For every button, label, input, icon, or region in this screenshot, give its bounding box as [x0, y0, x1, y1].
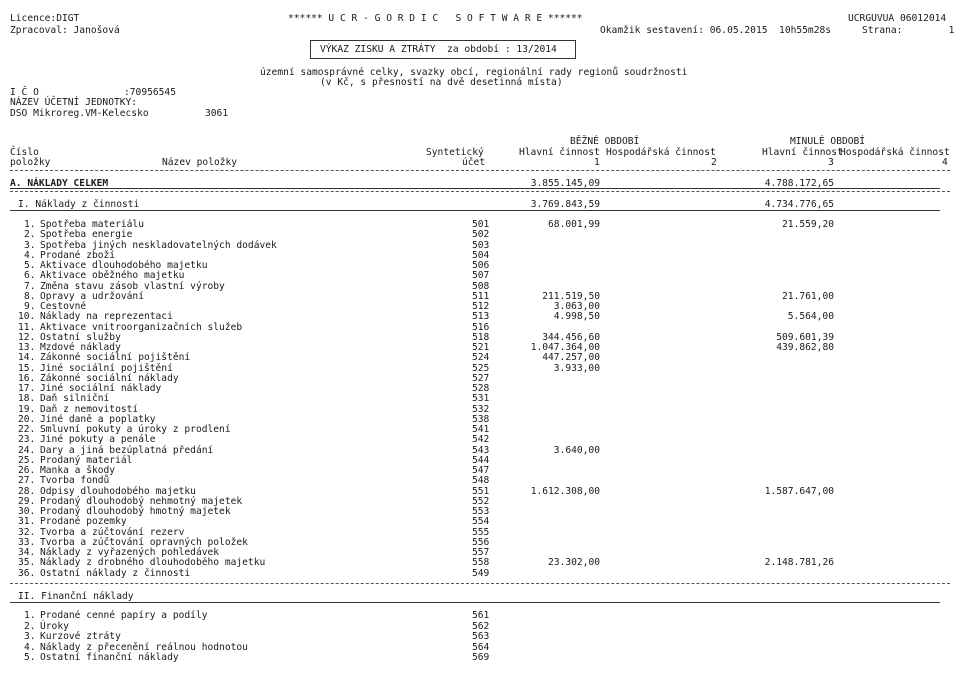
row-account: 547: [472, 465, 490, 476]
row-number: 10.: [18, 311, 36, 323]
row-number: 28.: [18, 485, 36, 497]
row-name: Manka a škody: [40, 465, 116, 476]
row-number: 17.: [18, 383, 36, 394]
col-index-1: 1: [594, 157, 600, 168]
row-account: 549: [472, 567, 490, 579]
entity-name: DSO Mikroreg.VM-Kelecsko: [10, 108, 149, 119]
row-number: 36.: [18, 567, 36, 579]
row-number: 29.: [18, 495, 36, 507]
row-account: 507: [472, 270, 490, 282]
col-econ-current: Hospodářská činnost: [606, 147, 716, 158]
header-divider: [10, 170, 950, 171]
row-name: Daň silniční: [40, 393, 110, 405]
col-number-2: položky: [10, 157, 51, 168]
row-name: Tvorba fondů: [40, 475, 110, 487]
row-name: Náklady z přecenění reálnou hodnotou: [40, 641, 248, 653]
row-name: Dary a jiná bezúplatná předání: [40, 444, 214, 456]
row-number: 1.: [24, 219, 36, 230]
row-name: Úroky: [40, 620, 69, 632]
row-account: 508: [472, 280, 490, 292]
row-name: Jiné daně a poplatky: [40, 413, 156, 425]
report-title: VÝKAZ ZISKU A ZTRÁTY za období : 13/2014: [320, 44, 557, 55]
section-a-underline: [10, 188, 940, 189]
row-name: Náklady z vyřazených pohledávek: [40, 547, 220, 558]
section-a-previous: 4.788.172,65: [764, 178, 834, 189]
row-previous-main: 5.564,00: [787, 311, 834, 323]
row-name: Spotřeba materiálu: [40, 219, 144, 230]
row-current-main: 211.519,50: [542, 290, 600, 302]
row-name: Ostatní finanční náklady: [40, 652, 179, 663]
row-number: 12.: [18, 331, 36, 343]
row-name: Mzdové náklady: [40, 342, 121, 353]
processed-by: Zpracoval: Janošová: [10, 25, 120, 36]
row-name: Opravy a udržování: [40, 290, 144, 302]
row-previous-main: 439.862,80: [776, 342, 834, 353]
row-account: 555: [472, 526, 490, 538]
row-current-main: 23.302,00: [548, 557, 600, 569]
section-i-label: I. Náklady z činnosti: [18, 199, 140, 210]
col-synthetic-1: Syntetický: [426, 147, 484, 158]
row-previous-main: 509.601,39: [776, 331, 834, 343]
row-number: 5.: [24, 260, 36, 271]
row-number: 26.: [18, 465, 36, 476]
row-account: 561: [472, 610, 490, 621]
row-number: 9.: [24, 301, 36, 312]
row-account: 542: [472, 434, 490, 446]
row-account: 548: [472, 475, 490, 487]
row-name: Aktivace vnitroorganizačních služeb: [40, 321, 243, 333]
page-number: Strana: 1: [862, 25, 955, 36]
table-row: [0, 569, 960, 580]
row-name: Změna stavu zásob vlastní výroby: [40, 280, 225, 292]
row-number: 19.: [18, 403, 36, 415]
row-number: 8.: [24, 290, 36, 302]
row-account: 501: [472, 219, 490, 230]
section-ii-divider: [10, 583, 950, 584]
row-account: 528: [472, 383, 490, 394]
row-name: Aktivace dlouhodobého majetku: [40, 260, 208, 271]
row-number: 22.: [18, 424, 36, 435]
row-name: Daň z nemovitostí: [40, 403, 139, 415]
row-account: 511: [472, 290, 490, 302]
row-number: 23.: [18, 434, 36, 446]
row-number: 33.: [18, 536, 36, 548]
row-account: 513: [472, 311, 490, 323]
row-account: 538: [472, 413, 490, 425]
row-account: 551: [472, 485, 490, 497]
row-number: 4.: [24, 641, 36, 653]
col-synthetic-2: účet: [462, 157, 486, 168]
row-name: Zákonné sociální náklady: [40, 372, 179, 384]
row-number: 20.: [18, 413, 36, 425]
row-account: 512: [472, 301, 490, 312]
row-account: 506: [472, 260, 490, 271]
row-number: 27.: [18, 475, 36, 487]
row-account: 553: [472, 506, 490, 517]
row-current-main: 1.612.308,00: [530, 485, 600, 497]
row-number: 1.: [24, 610, 36, 621]
row-number: 7.: [24, 280, 36, 292]
row-name: Prodané zboží: [40, 249, 116, 261]
row-name: Prodaný materiál: [40, 454, 133, 466]
row-account: 504: [472, 249, 490, 261]
table-row: [0, 653, 960, 664]
section-a-current: 3.855.145,09: [530, 178, 600, 189]
row-account: 557: [472, 547, 490, 558]
col-current-period: BĚŽNÉ OBDOBÍ: [570, 136, 640, 147]
section-ii-label: II. Finanční náklady: [18, 591, 134, 602]
col-previous-period: MINULÉ OBDOBÍ: [790, 136, 866, 147]
row-number: 6.: [24, 270, 36, 282]
row-current-main: 3.933,00: [553, 362, 600, 374]
row-number: 34.: [18, 547, 36, 558]
row-account: 521: [472, 342, 490, 353]
row-name: Aktivace oběžného majetku: [40, 270, 185, 282]
row-account: 552: [472, 495, 490, 507]
row-previous-main: 21.559,20: [782, 219, 834, 230]
row-number: 14.: [18, 352, 36, 364]
row-name: Jiné pokuty a penále: [40, 434, 156, 446]
col-item-name: Název položky: [162, 157, 238, 168]
row-number: 15.: [18, 362, 36, 374]
row-previous-main: 2.148.781,26: [764, 557, 834, 569]
row-name: Prodané cenné papíry a podíly: [40, 610, 208, 621]
subtitle-units: (v Kč, s přesností na dvě desetinná místa): [320, 77, 563, 88]
row-account: 524: [472, 352, 490, 364]
section-i-current: 3.769.843,59: [530, 199, 600, 210]
section-a-divider: [10, 191, 950, 192]
col-main-previous: Hlavní činnost: [762, 147, 843, 158]
row-number: 24.: [18, 444, 36, 456]
section-i-previous: 4.734.776,65: [764, 199, 834, 210]
row-account: 563: [472, 631, 490, 642]
row-account: 543: [472, 444, 490, 456]
row-account: 516: [472, 321, 490, 333]
row-number: 16.: [18, 372, 36, 384]
licence: Licence:DIGT: [10, 13, 80, 24]
row-account: 503: [472, 239, 490, 251]
row-account: 527: [472, 372, 490, 384]
col-main-current: Hlavní činnost: [519, 147, 600, 158]
row-number: 11.: [18, 321, 36, 333]
row-number: 2.: [24, 229, 36, 241]
row-number: 2.: [24, 620, 36, 632]
subtitle-scope: územní samosprávné celky, svazky obcí, regionální rady regionů soudržnosti: [260, 67, 688, 78]
row-account: 502: [472, 229, 490, 241]
row-number: 32.: [18, 526, 36, 538]
row-previous-main: 21.761,00: [782, 290, 834, 302]
ico-label: I Č O: [10, 87, 39, 98]
generated-at: Okamžik sestavení: 06.05.2015 10h55m28s: [600, 25, 832, 36]
row-name: Ostatní náklady z činnosti: [40, 567, 191, 579]
row-number: 25.: [18, 454, 36, 466]
row-current-main: 4.998,50: [553, 311, 600, 323]
row-account: 531: [472, 393, 490, 405]
row-name: Prodané pozemky: [40, 516, 127, 528]
entity-code: 3061: [205, 108, 229, 119]
row-name: Zákonné sociální pojištění: [40, 352, 191, 364]
software-banner: ****** U C R - G O R D I C S O F T W A R E ******: [288, 13, 583, 24]
row-account: 569: [472, 652, 490, 663]
row-name: Kurzové ztráty: [40, 631, 121, 642]
row-number: 4.: [24, 249, 36, 261]
ico-value: :70956545: [124, 87, 176, 98]
row-name: Jiné sociální pojištění: [40, 362, 173, 374]
row-current-main: 447.257,00: [542, 352, 600, 364]
row-name: Prodaný dlouhodobý hmotný majetek: [40, 506, 231, 517]
row-account: 518: [472, 331, 490, 343]
row-account: 541: [472, 424, 490, 435]
row-current-main: 68.001,99: [548, 219, 600, 230]
row-name: Jiné sociální náklady: [40, 383, 162, 394]
row-previous-main: 1.587.647,00: [764, 485, 834, 497]
section-i-divider: [10, 210, 940, 211]
row-number: 18.: [18, 393, 36, 405]
row-name: Náklady z drobného dlouhodobého majetku: [40, 557, 266, 569]
row-name: Spotřeba energie: [40, 229, 133, 241]
col-index-3: 3: [828, 157, 834, 168]
report-code: UCRGUVUA 06012014: [848, 13, 947, 24]
row-number: 31.: [18, 516, 36, 528]
row-name: Odpisy dlouhodobého majetku: [40, 485, 196, 497]
section-a-label: A. NÁKLADY CELKEM: [10, 178, 109, 189]
row-account: 554: [472, 516, 490, 528]
row-name: Tvorba a zúčtování rezerv: [40, 526, 185, 538]
row-number: 30.: [18, 506, 36, 517]
row-current-main: 1.047.364,00: [530, 342, 600, 353]
row-current-main: 3.063,00: [553, 301, 600, 312]
row-name: Prodaný dlouhodobý nehmotný majetek: [40, 495, 243, 507]
row-current-main: 3.640,00: [553, 444, 600, 456]
row-number: 13.: [18, 342, 36, 353]
row-number: 5.: [24, 652, 36, 663]
row-number: 3.: [24, 239, 36, 251]
row-account: 562: [472, 620, 490, 632]
row-name: Ostatní služby: [40, 331, 121, 343]
entity-name-label: NÁZEV ÚČETNÍ JEDNOTKY:: [10, 97, 138, 108]
row-account: 558: [472, 557, 490, 569]
row-name: Cestovné: [40, 301, 87, 312]
col-index-4: 4: [942, 157, 948, 168]
row-account: 525: [472, 362, 490, 374]
row-number: 3.: [24, 631, 36, 642]
row-name: Náklady na reprezentaci: [40, 311, 173, 323]
section-ii-underline: [10, 602, 940, 603]
col-econ-previous: Hospodářská činnost: [840, 147, 950, 158]
col-index-2: 2: [711, 157, 717, 168]
row-account: 564: [472, 641, 490, 653]
row-name: Spotřeba jiných neskladovatelných dodávek: [40, 239, 277, 251]
row-current-main: 344.456,60: [542, 331, 600, 343]
row-number: 35.: [18, 557, 36, 569]
row-name: Tvorba a zúčtování opravných položek: [40, 536, 248, 548]
row-account: 544: [472, 454, 490, 466]
col-number-1: Číslo: [10, 147, 39, 158]
row-account: 532: [472, 403, 490, 415]
row-name: Smluvní pokuty a úroky z prodlení: [40, 424, 231, 435]
row-account: 556: [472, 536, 490, 548]
